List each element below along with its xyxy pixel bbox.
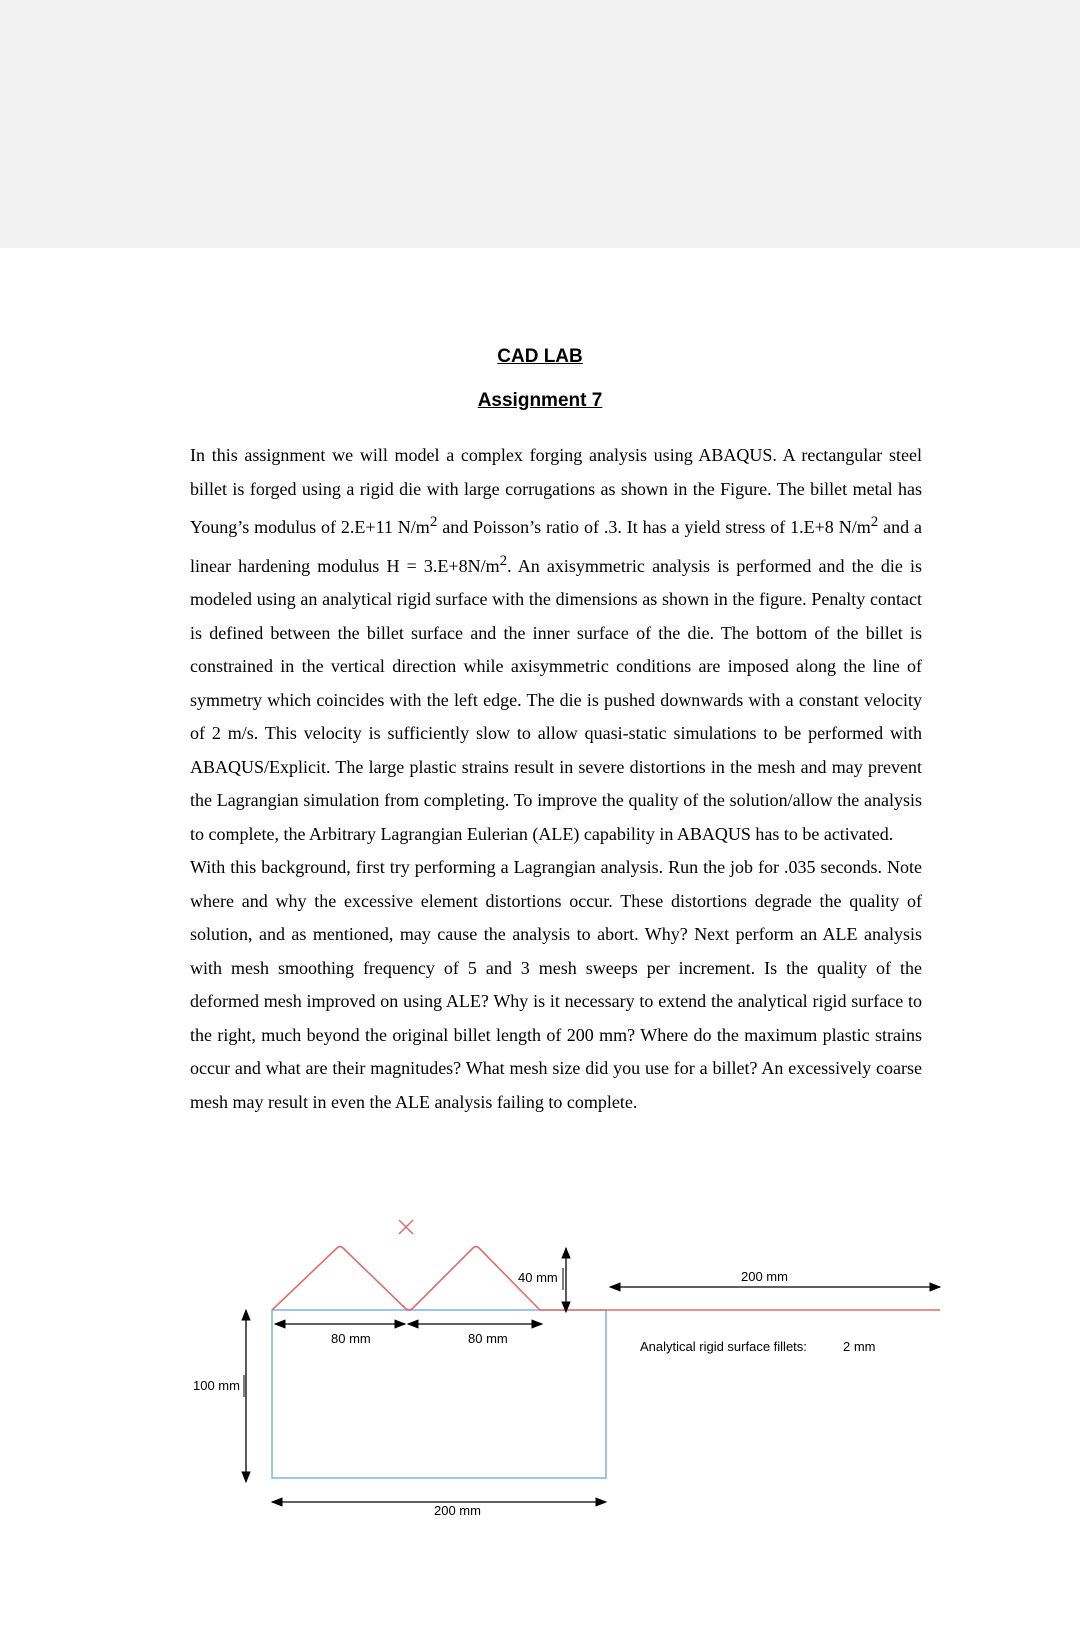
dim-200-right-label: 200 mm (741, 1269, 788, 1284)
assignment-body (190, 439, 922, 1119)
paragraph-tasks: With this background, first try performing a Lagrangian analysis. Run the job for .035 seconds. Note where and why the excessive element distortions occur. These distortions degrade the quality of solution, and as mentioned, may cause the analysis to abort. Why? Next perform an ALE analysis with mesh smoothing frequency of 5 and 3 mesh sweeps per increment. Is the quality of the deformed mesh improved on using ALE? Why is it necessary to extend the analytical rigid surface to the right, much beyond the original billet length of 200 mm? Where do the maximum plastic strains occur and what are their magnitudes? What mesh size did you use for a billet? An excessively coarse mesh may result in even the ALE analysis failing to complete. (190, 857, 922, 1112)
assignment-title: Assignment 7 (477, 390, 603, 411)
fillet-value: 2 mm (843, 1339, 876, 1354)
forging-figure (0, 1200, 1080, 1530)
dim-80-left-label: 80 mm (331, 1331, 371, 1346)
paragraph-intro: In this assignment we will model a complex forging analysis using ABAQUS. A rectangular steel billet is forged using a rigid die with large corrugations as shown in the Figure. The billet metal has Young’s modulus of 2.E+11 $N/m^2$ and Poisson’s ratio of .3. It has a yield stress of 1.E+8 $N/m^2$ and a linear hardening modulus $H = 3.E+8N/m^2$. An axisymmetric analysis is performed and the die is modeled using an analytical rigid surface with the dimensions as shown in the figure. Penalty contact is defined between the billet surface and the inner surface of the die. The bottom of the billet is constrained in the vertical direction while axisymmetric conditions are imposed along the line of symmetry which coincides with the left edge. The die is pushed downwards with a constant velocity of 2 m/s. This velocity is sufficiently slow to allow quasi-static simulations to be performed with ABAQUS/Explicit. The large plastic strains result in severe distortions in the mesh and may prevent the Lagrangian simulation from completing. To improve the quality of the solution/allow the analysis to complete, the Arbitrary Lagrangian Eulerian (ALE) capability in ABAQUS has to be activated. (190, 445, 922, 844)
dim-40-label: 40 mm (518, 1270, 558, 1285)
reference-point-marker (399, 1220, 413, 1234)
die-surface (272, 1247, 940, 1311)
dim-100-label: 100 mm (193, 1378, 240, 1393)
dim-80-right-label: 80 mm (468, 1331, 508, 1346)
top-blank-band (0, 0, 1080, 248)
fillet-label: Analytical rigid surface fillets: (640, 1339, 807, 1354)
billet-outline (272, 1310, 606, 1478)
dim-200-bottom-label: 200 mm (434, 1503, 481, 1518)
course-title: CAD LAB (497, 346, 583, 367)
